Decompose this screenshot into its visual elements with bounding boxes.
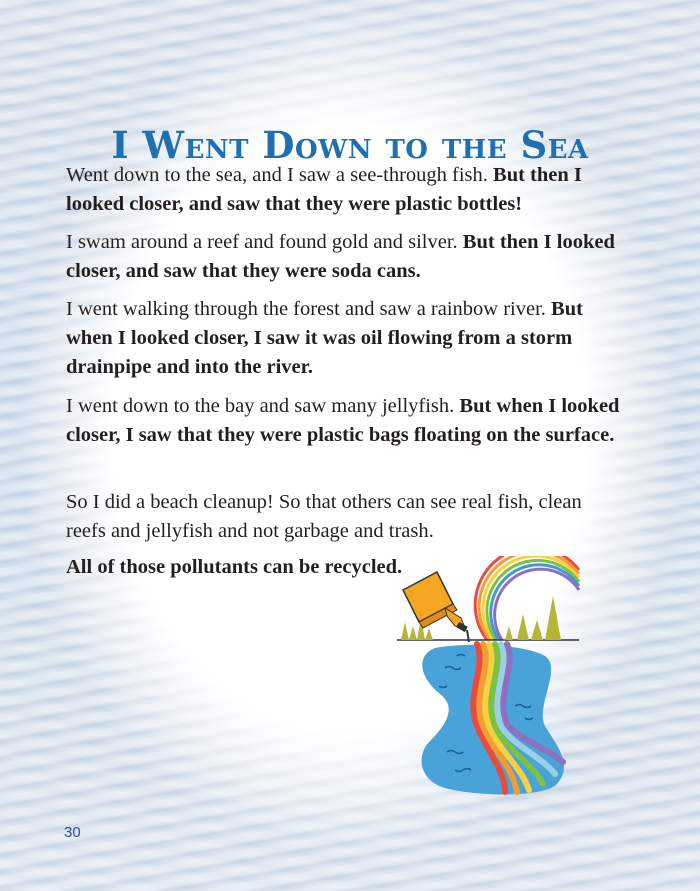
paragraph-4 — [66, 392, 621, 450]
page-title: I Went Down to the Sea — [111, 122, 589, 167]
paragraph-1-text: Went down to the sea, and I saw a see-through fish. — [66, 164, 494, 186]
paragraph-6-bold: All of those pollutants can be recycled. — [66, 556, 403, 578]
rainbow-icon — [475, 556, 579, 640]
paragraph-2 — [66, 228, 621, 286]
paragraph-3-text: I went walking through the forest and saw a rainbow river. — [66, 298, 552, 320]
paragraph-5 — [66, 488, 621, 546]
paragraph-2-text: I swam around a reef and found gold and silver. — [66, 231, 463, 253]
paragraph-2-bold: But then I looked closer, and saw that they were soda cans. — [66, 231, 615, 282]
paragraph-3 — [66, 295, 621, 382]
paragraph-1-bold: But then I looked closer, and saw that they were plastic bottles! — [66, 164, 582, 215]
oil-can-rainbow-river-icon — [395, 556, 595, 796]
paragraph-5-text: So I did a beach cleanup! So that others can see real fish, clean reefs and jellyfish and not garbage and trash. — [66, 491, 582, 542]
paragraph-1 — [66, 161, 621, 219]
paragraph-4-bold: But when I looked closer, I saw that they were plastic bags floating on the surface. — [66, 395, 620, 446]
paragraph-3-bold: But when I looked closer, I saw it was oil flowing from a storm drainpipe and into the river. — [66, 298, 583, 378]
paragraph-4-text: I went down to the bay and saw many jellyfish. — [66, 395, 460, 417]
page-number: 30 — [64, 824, 81, 841]
